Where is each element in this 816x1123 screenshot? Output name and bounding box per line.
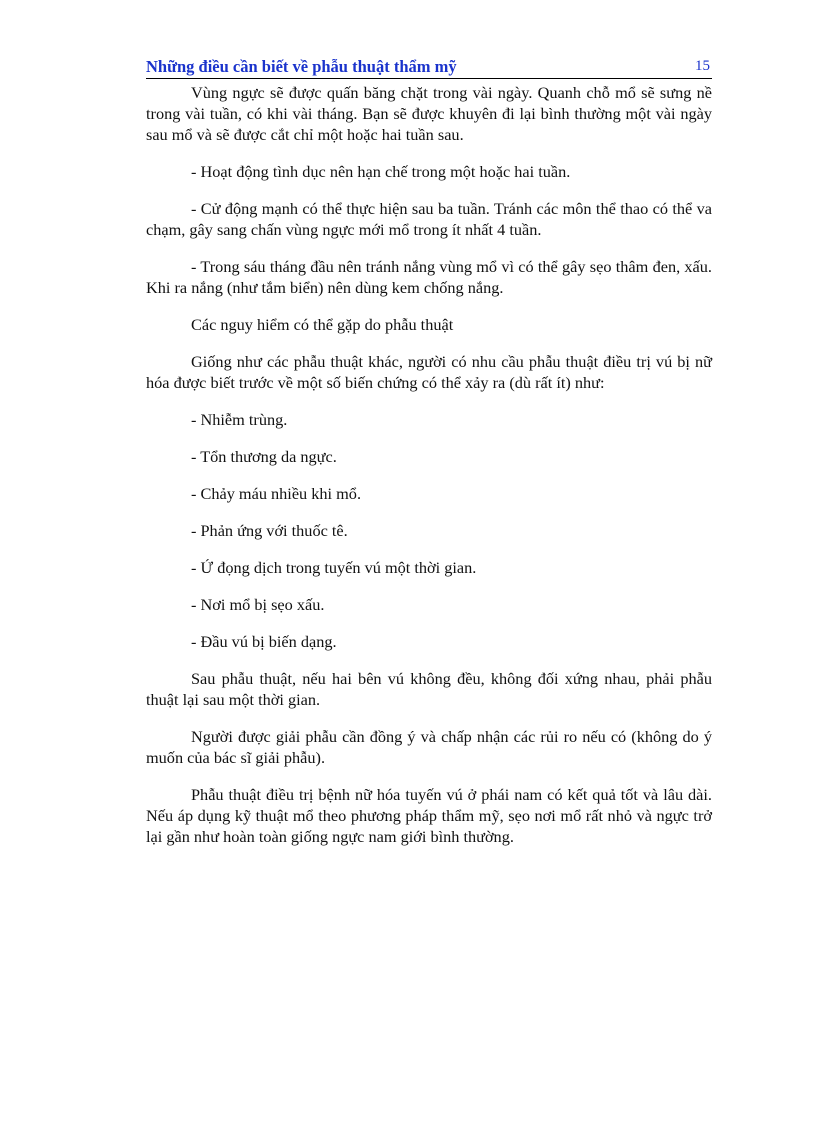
page-number: 15 — [695, 58, 710, 74]
paragraph-sun-avoidance: - Trong sáu tháng đầu nên tránh nắng vùng mổ vì có thể gây sẹo thâm đen, xấu. Khi ra nắng (như tắm biển) nên dùng kem chống nắng. — [146, 257, 712, 297]
running-header — [146, 56, 712, 79]
section-heading-risks: Các nguy hiểm có thể gặp do phẫu thuật — [191, 315, 454, 334]
list-item-bleeding: - Chảy máu nhiều khi mổ. — [191, 484, 362, 503]
paragraph-outcome: Phẫu thuật điều trị bệnh nữ hóa tuyến vú ở phái nam có kết quả tốt và lâu dài. Nếu áp dụng kỹ thuật mổ theo phương pháp thẩm mỹ, sẹo nơi mổ rất nhỏ và ngực trở lại gần như hoàn toàn giống ngực nam giới bình thường. — [146, 785, 712, 846]
list-item-bad-scar: - Nơi mổ bị sẹo xấu. — [191, 595, 325, 614]
body-text — [146, 82, 712, 863]
header-title: Những điều cần biết về phẫu thuật thẩm mỹ — [146, 57, 457, 76]
list-item-fluid-retention: - Ứ đọng dịch trong tuyến vú một thời gian. — [191, 558, 477, 577]
list-item-nipple-deformity: - Đầu vú bị biến dạng. — [191, 632, 337, 651]
list-item-infection: - Nhiễm trùng. — [191, 410, 288, 429]
paragraph-complications-intro: Giống như các phẫu thuật khác, người có nhu cầu phẫu thuật điều trị vú bị nữ hóa được biết trước về một số biến chứng có thể xảy ra (dù rất ít) như: — [146, 352, 712, 392]
paragraph-bandage-recovery: Vùng ngực sẽ được quấn băng chặt trong vài ngày. Quanh chỗ mổ sẽ sưng nề trong vài tuần, có khi vài tháng. Bạn sẽ được khuyên đi lại bình thường một vài ngày sau mổ và sẽ được cắt chỉ một hoặc hai tuần sau. — [146, 83, 712, 144]
list-item-skin-damage: - Tổn thương da ngực. — [191, 447, 337, 466]
paragraph-sexual-activity: - Hoạt động tình dục nên hạn chế trong một hoặc hai tuần. — [191, 162, 571, 181]
paragraph-consent: Người được giải phẫu cần đồng ý và chấp nhận các rủi ro nếu có (không do ý muốn của bác sĩ giải phẫu). — [146, 727, 712, 767]
list-item-anesthetic-reaction: - Phản ứng với thuốc tê. — [191, 521, 348, 540]
paragraph-revision-surgery: Sau phẫu thuật, nếu hai bên vú không đều, không đối xứng nhau, phải phẫu thuật lại sau một thời gian. — [146, 669, 712, 709]
paragraph-strenuous-activity: - Cử động mạnh có thể thực hiện sau ba tuần. Tránh các môn thể thao có thể va chạm, gây sang chấn vùng ngực mới mổ trong ít nhất 4 tuần. — [146, 199, 712, 239]
